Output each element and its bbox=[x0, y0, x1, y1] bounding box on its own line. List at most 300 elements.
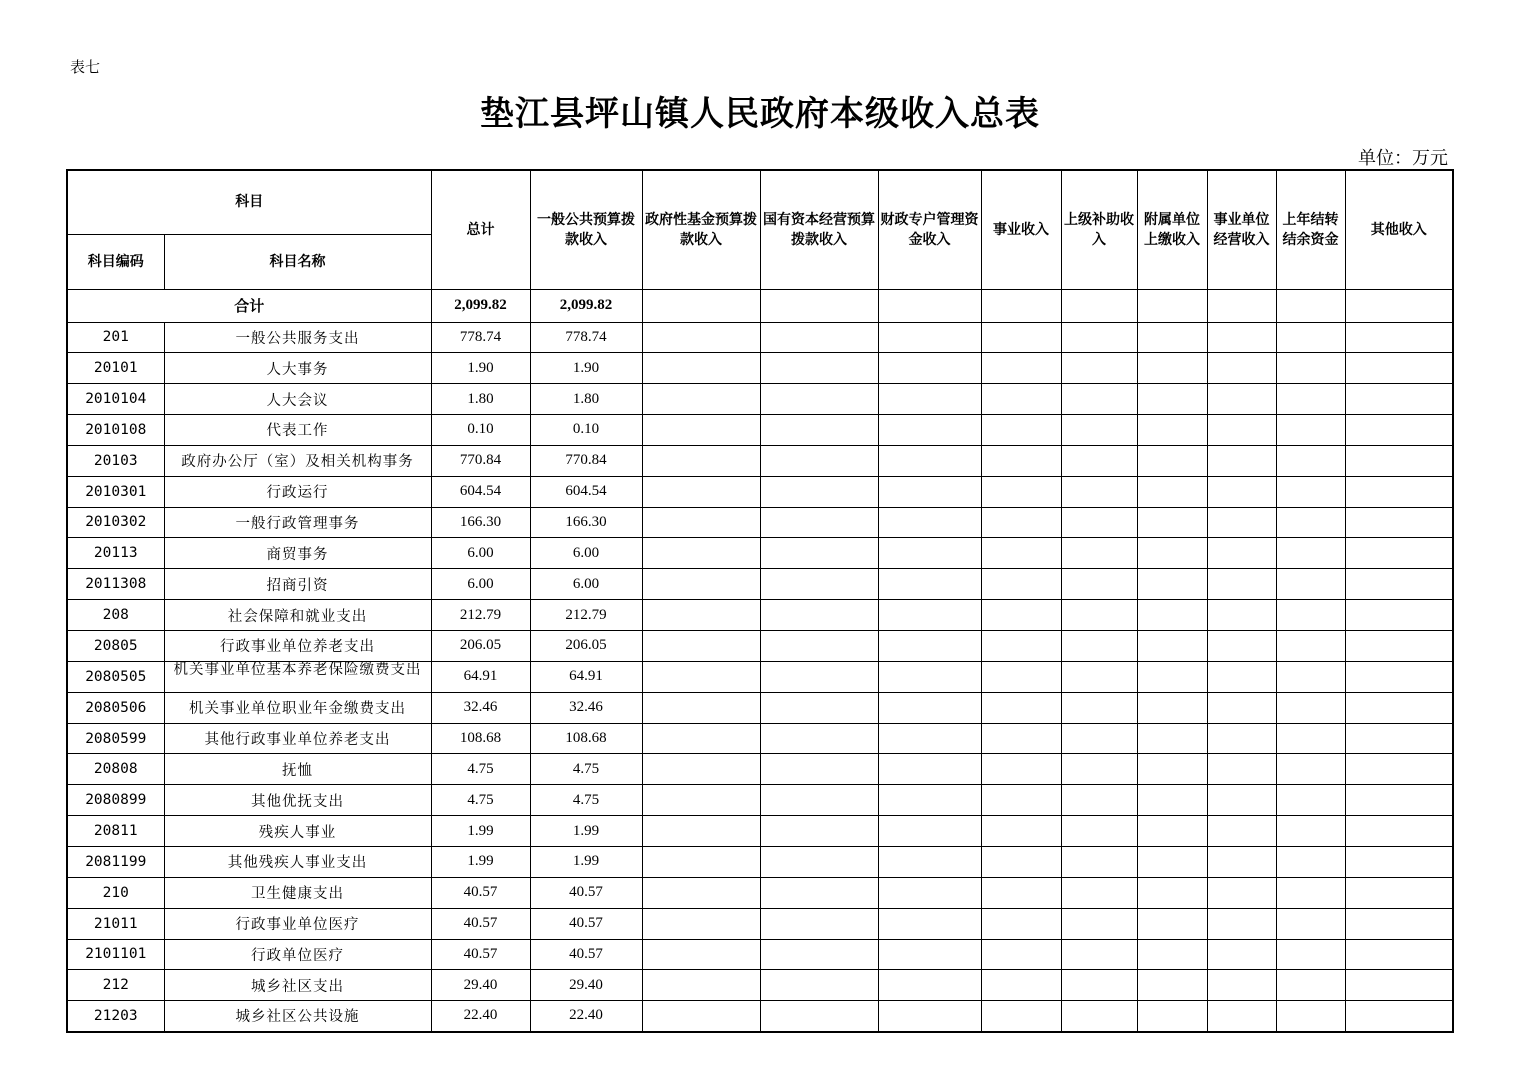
empty-cell bbox=[642, 692, 760, 723]
total-amount-cell: 4.75 bbox=[431, 785, 530, 816]
empty-cell bbox=[1276, 877, 1345, 908]
empty-cell bbox=[1345, 384, 1453, 415]
empty-cell bbox=[981, 538, 1061, 569]
empty-cell bbox=[981, 939, 1061, 970]
empty-cell bbox=[1207, 661, 1276, 692]
empty-cell bbox=[1137, 538, 1207, 569]
subject-code-cell: 212 bbox=[67, 970, 164, 1001]
subject-name-cell: 一般公共服务支出 bbox=[164, 322, 431, 353]
general-budget-cell: 1.99 bbox=[530, 816, 642, 847]
table-row bbox=[67, 847, 1453, 878]
empty-cell bbox=[760, 908, 878, 939]
empty-cell bbox=[1137, 445, 1207, 476]
header-code: 科目编码 bbox=[67, 234, 164, 289]
empty-cell bbox=[1345, 600, 1453, 631]
empty-cell bbox=[1207, 785, 1276, 816]
empty-cell bbox=[760, 692, 878, 723]
empty-cell bbox=[878, 785, 981, 816]
empty-cell bbox=[981, 507, 1061, 538]
total-amount-cell: 0.10 bbox=[431, 415, 530, 446]
table-row bbox=[67, 445, 1453, 476]
empty-cell bbox=[878, 600, 981, 631]
empty-cell bbox=[981, 847, 1061, 878]
empty-cell bbox=[1061, 322, 1137, 353]
general-budget-cell: 4.75 bbox=[530, 785, 642, 816]
empty-cell bbox=[981, 353, 1061, 384]
total-amount-cell: 29.40 bbox=[431, 970, 530, 1001]
empty-cell bbox=[1276, 723, 1345, 754]
total-amount-cell: 64.91 bbox=[431, 661, 530, 692]
header-fund-budget: 政府性基金预算拨款收入 bbox=[642, 170, 760, 289]
empty-cell bbox=[981, 322, 1061, 353]
empty-cell bbox=[878, 384, 981, 415]
total-amount-cell: 4.75 bbox=[431, 754, 530, 785]
header-total: 总计 bbox=[431, 170, 530, 289]
empty-cell bbox=[1207, 322, 1276, 353]
empty-cell bbox=[642, 908, 760, 939]
empty-cell bbox=[981, 600, 1061, 631]
empty-cell bbox=[760, 723, 878, 754]
subject-code-cell: 20113 bbox=[67, 538, 164, 569]
empty-cell bbox=[1137, 322, 1207, 353]
general-budget-cell: 4.75 bbox=[530, 754, 642, 785]
subject-name-cell bbox=[164, 661, 431, 692]
empty-cell bbox=[1345, 908, 1453, 939]
empty-cell bbox=[1137, 754, 1207, 785]
empty-cell bbox=[878, 847, 981, 878]
empty-cell bbox=[1345, 939, 1453, 970]
table-row bbox=[67, 353, 1453, 384]
table-row bbox=[67, 630, 1453, 661]
subject-code-cell: 20808 bbox=[67, 754, 164, 785]
empty-cell bbox=[1137, 353, 1207, 384]
empty-cell bbox=[1137, 384, 1207, 415]
subject-code-cell: 2080505 bbox=[67, 661, 164, 692]
general-budget-cell: 0.10 bbox=[530, 415, 642, 446]
empty-cell bbox=[1276, 847, 1345, 878]
empty-cell bbox=[981, 785, 1061, 816]
empty-cell bbox=[1061, 569, 1137, 600]
empty-cell bbox=[760, 476, 878, 507]
total-amount-cell: 32.46 bbox=[431, 692, 530, 723]
empty-cell bbox=[1276, 970, 1345, 1001]
empty-cell bbox=[1276, 661, 1345, 692]
empty-cell bbox=[1345, 785, 1453, 816]
empty-cell bbox=[1137, 723, 1207, 754]
table-row bbox=[67, 415, 1453, 446]
empty-cell bbox=[878, 415, 981, 446]
empty-cell bbox=[1137, 630, 1207, 661]
subject-name-cell: 政府办公厅（室）及相关机构事务 bbox=[164, 445, 431, 476]
empty-cell bbox=[1207, 538, 1276, 569]
general-budget-cell: 64.91 bbox=[530, 661, 642, 692]
empty-cell bbox=[760, 600, 878, 631]
empty-cell bbox=[760, 630, 878, 661]
subject-code-cell: 20805 bbox=[67, 630, 164, 661]
empty-cell bbox=[1137, 661, 1207, 692]
empty-cell bbox=[981, 384, 1061, 415]
empty-cell bbox=[1137, 289, 1207, 322]
empty-cell bbox=[878, 322, 981, 353]
empty-cell bbox=[981, 289, 1061, 322]
general-budget-cell: 166.30 bbox=[530, 507, 642, 538]
empty-cell bbox=[878, 939, 981, 970]
total-amount-cell: 206.05 bbox=[431, 630, 530, 661]
subject-name-cell: 行政事业单位养老支出 bbox=[164, 630, 431, 661]
empty-cell bbox=[1061, 384, 1137, 415]
empty-cell bbox=[878, 816, 981, 847]
empty-cell bbox=[878, 445, 981, 476]
general-budget-cell: 6.00 bbox=[530, 569, 642, 600]
subject-name-cell: 残疾人事业 bbox=[164, 816, 431, 847]
subject-name-cell: 行政事业单位医疗 bbox=[164, 908, 431, 939]
subject-code-cell: 20811 bbox=[67, 816, 164, 847]
general-budget-cell: 212.79 bbox=[530, 600, 642, 631]
table-row bbox=[67, 908, 1453, 939]
empty-cell bbox=[1061, 816, 1137, 847]
empty-cell bbox=[760, 353, 878, 384]
empty-cell bbox=[642, 353, 760, 384]
table-row bbox=[67, 970, 1453, 1001]
table-row bbox=[67, 476, 1453, 507]
total-amount-cell: 40.57 bbox=[431, 877, 530, 908]
empty-cell bbox=[760, 661, 878, 692]
subject-name-cell: 城乡社区公共设施 bbox=[164, 1001, 431, 1032]
empty-cell bbox=[1207, 476, 1276, 507]
empty-cell bbox=[878, 538, 981, 569]
empty-cell bbox=[1276, 476, 1345, 507]
empty-cell bbox=[760, 415, 878, 446]
subject-code-cell: 2011308 bbox=[67, 569, 164, 600]
empty-cell bbox=[1137, 692, 1207, 723]
empty-cell bbox=[981, 692, 1061, 723]
table-row bbox=[67, 322, 1453, 353]
total-amount-cell: 1.80 bbox=[431, 384, 530, 415]
empty-cell bbox=[1061, 1001, 1137, 1032]
empty-cell bbox=[981, 569, 1061, 600]
subject-code-cell: 2081199 bbox=[67, 847, 164, 878]
subject-code-cell: 210 bbox=[67, 877, 164, 908]
table-row bbox=[67, 785, 1453, 816]
empty-cell bbox=[760, 1001, 878, 1032]
empty-cell bbox=[878, 661, 981, 692]
empty-cell bbox=[1061, 538, 1137, 569]
total-amount-cell: 1.99 bbox=[431, 847, 530, 878]
header-other-income: 其他收入 bbox=[1345, 170, 1453, 289]
general-budget-cell: 1.90 bbox=[530, 353, 642, 384]
total-general-cell: 2,099.82 bbox=[530, 289, 642, 322]
empty-cell bbox=[1137, 476, 1207, 507]
empty-cell bbox=[878, 289, 981, 322]
document-title: 垫江县坪山镇人民政府本级收入总表 bbox=[480, 94, 1040, 134]
empty-cell bbox=[760, 939, 878, 970]
empty-cell bbox=[1061, 289, 1137, 322]
subject-name-cell: 抚恤 bbox=[164, 754, 431, 785]
total-amount-cell: 22.40 bbox=[431, 1001, 530, 1032]
header-name: 科目名称 bbox=[164, 234, 431, 289]
subject-code-cell: 2010108 bbox=[67, 415, 164, 446]
empty-cell bbox=[1137, 939, 1207, 970]
table-row bbox=[67, 569, 1453, 600]
table-row bbox=[67, 939, 1453, 970]
empty-cell bbox=[878, 692, 981, 723]
empty-cell bbox=[878, 754, 981, 785]
empty-cell bbox=[760, 970, 878, 1001]
subject-code-cell: 2080599 bbox=[67, 723, 164, 754]
empty-cell bbox=[981, 661, 1061, 692]
subject-code-cell: 2010104 bbox=[67, 384, 164, 415]
empty-cell bbox=[1061, 723, 1137, 754]
empty-cell bbox=[1345, 754, 1453, 785]
general-budget-cell: 32.46 bbox=[530, 692, 642, 723]
empty-cell bbox=[878, 353, 981, 384]
empty-cell bbox=[1207, 908, 1276, 939]
empty-cell bbox=[1345, 569, 1453, 600]
subject-name-cell: 人大事务 bbox=[164, 353, 431, 384]
empty-cell bbox=[642, 507, 760, 538]
subject-name-cell: 行政单位医疗 bbox=[164, 939, 431, 970]
total-amount-cell: 770.84 bbox=[431, 445, 530, 476]
empty-cell bbox=[760, 785, 878, 816]
general-budget-cell: 6.00 bbox=[530, 538, 642, 569]
header-carryover: 上年结转结余资金 bbox=[1276, 170, 1345, 289]
empty-cell bbox=[1345, 877, 1453, 908]
general-budget-cell: 40.57 bbox=[530, 939, 642, 970]
total-label: 合计 bbox=[67, 289, 431, 322]
empty-cell bbox=[1345, 538, 1453, 569]
total-row bbox=[67, 289, 1453, 322]
empty-cell bbox=[1061, 630, 1137, 661]
general-budget-cell: 29.40 bbox=[530, 970, 642, 1001]
empty-cell bbox=[981, 754, 1061, 785]
empty-cell bbox=[642, 939, 760, 970]
empty-cell bbox=[1207, 507, 1276, 538]
empty-cell bbox=[1345, 289, 1453, 322]
table-row bbox=[67, 507, 1453, 538]
empty-cell bbox=[1061, 476, 1137, 507]
empty-cell bbox=[1137, 1001, 1207, 1032]
subject-name-cell: 代表工作 bbox=[164, 415, 431, 446]
subject-code-cell: 20103 bbox=[67, 445, 164, 476]
empty-cell bbox=[760, 445, 878, 476]
subject-name-cell: 其他残疾人事业支出 bbox=[164, 847, 431, 878]
empty-cell bbox=[981, 908, 1061, 939]
subject-code-cell: 21203 bbox=[67, 1001, 164, 1032]
general-budget-cell: 40.57 bbox=[530, 877, 642, 908]
empty-cell bbox=[1276, 785, 1345, 816]
empty-cell bbox=[1276, 692, 1345, 723]
empty-cell bbox=[878, 507, 981, 538]
empty-cell bbox=[1276, 289, 1345, 322]
table-number-label: 表七 bbox=[70, 58, 101, 76]
empty-cell bbox=[1276, 754, 1345, 785]
empty-cell bbox=[760, 289, 878, 322]
general-budget-cell: 40.57 bbox=[530, 908, 642, 939]
empty-cell bbox=[1276, 908, 1345, 939]
empty-cell bbox=[878, 569, 981, 600]
general-budget-cell: 206.05 bbox=[530, 630, 642, 661]
empty-cell bbox=[760, 384, 878, 415]
empty-cell bbox=[1137, 908, 1207, 939]
empty-cell bbox=[760, 877, 878, 908]
empty-cell bbox=[981, 877, 1061, 908]
empty-cell bbox=[1276, 939, 1345, 970]
header-subject: 科目 bbox=[67, 170, 431, 234]
empty-cell bbox=[642, 785, 760, 816]
empty-cell bbox=[642, 970, 760, 1001]
empty-cell bbox=[642, 847, 760, 878]
table-row bbox=[67, 384, 1453, 415]
empty-cell bbox=[981, 1001, 1061, 1032]
general-budget-cell: 604.54 bbox=[530, 476, 642, 507]
total-amount-cell: 166.30 bbox=[431, 507, 530, 538]
empty-cell bbox=[1207, 353, 1276, 384]
empty-cell bbox=[1276, 569, 1345, 600]
subject-name-cell: 商贸事务 bbox=[164, 538, 431, 569]
total-amount-cell: 40.57 bbox=[431, 939, 530, 970]
empty-cell bbox=[1345, 970, 1453, 1001]
empty-cell bbox=[1207, 692, 1276, 723]
empty-cell bbox=[1137, 507, 1207, 538]
empty-cell bbox=[642, 384, 760, 415]
empty-cell bbox=[1207, 816, 1276, 847]
header-state-capital: 国有资本经营预算拨款收入 bbox=[760, 170, 878, 289]
subject-name-cell: 行政运行 bbox=[164, 476, 431, 507]
empty-cell bbox=[878, 723, 981, 754]
empty-cell bbox=[1207, 754, 1276, 785]
header-business-operation: 事业单位经营收入 bbox=[1207, 170, 1276, 289]
empty-cell bbox=[1345, 415, 1453, 446]
subject-code-cell: 201 bbox=[67, 322, 164, 353]
empty-cell bbox=[642, 661, 760, 692]
empty-cell bbox=[642, 538, 760, 569]
table-row bbox=[67, 723, 1453, 754]
empty-cell bbox=[760, 569, 878, 600]
empty-cell bbox=[642, 754, 760, 785]
subject-code-cell: 21011 bbox=[67, 908, 164, 939]
empty-cell bbox=[1137, 847, 1207, 878]
empty-cell bbox=[1207, 415, 1276, 446]
total-amount-cell: 604.54 bbox=[431, 476, 530, 507]
subject-name-cell: 人大会议 bbox=[164, 384, 431, 415]
total-total-cell: 2,099.82 bbox=[431, 289, 530, 322]
empty-cell bbox=[981, 816, 1061, 847]
empty-cell bbox=[760, 816, 878, 847]
empty-cell bbox=[1207, 384, 1276, 415]
empty-cell bbox=[1207, 289, 1276, 322]
empty-cell bbox=[1137, 970, 1207, 1001]
subject-code-cell: 208 bbox=[67, 600, 164, 631]
empty-cell bbox=[1061, 877, 1137, 908]
empty-cell bbox=[642, 569, 760, 600]
empty-cell bbox=[1345, 847, 1453, 878]
empty-cell bbox=[1345, 661, 1453, 692]
empty-cell bbox=[1137, 816, 1207, 847]
subject-name-text: 机关事业单位基本养老保险缴费支出 bbox=[173, 661, 422, 678]
empty-cell bbox=[1345, 445, 1453, 476]
empty-cell bbox=[878, 908, 981, 939]
table-row bbox=[67, 600, 1453, 631]
empty-cell bbox=[1207, 877, 1276, 908]
subject-name-cell: 城乡社区支出 bbox=[164, 970, 431, 1001]
total-amount-cell: 778.74 bbox=[431, 322, 530, 353]
empty-cell bbox=[642, 322, 760, 353]
general-budget-cell: 22.40 bbox=[530, 1001, 642, 1032]
subject-code-cell: 20101 bbox=[67, 353, 164, 384]
header-business-income: 事业收入 bbox=[981, 170, 1061, 289]
table-row bbox=[67, 816, 1453, 847]
empty-cell bbox=[1345, 630, 1453, 661]
empty-cell bbox=[642, 1001, 760, 1032]
empty-cell bbox=[1207, 630, 1276, 661]
empty-cell bbox=[1276, 507, 1345, 538]
empty-cell bbox=[1276, 816, 1345, 847]
subject-code-cell: 2101101 bbox=[67, 939, 164, 970]
empty-cell bbox=[1207, 847, 1276, 878]
empty-cell bbox=[760, 754, 878, 785]
empty-cell bbox=[1345, 816, 1453, 847]
empty-cell bbox=[1276, 600, 1345, 631]
empty-cell bbox=[981, 476, 1061, 507]
empty-cell bbox=[1137, 600, 1207, 631]
empty-cell bbox=[1276, 353, 1345, 384]
empty-cell bbox=[1276, 445, 1345, 476]
general-budget-cell: 770.84 bbox=[530, 445, 642, 476]
empty-cell bbox=[1061, 445, 1137, 476]
table-row bbox=[67, 877, 1453, 908]
income-summary-table bbox=[66, 169, 1454, 1033]
subject-code-cell: 2080899 bbox=[67, 785, 164, 816]
empty-cell bbox=[1061, 692, 1137, 723]
empty-cell bbox=[1061, 507, 1137, 538]
subject-name-cell: 机关事业单位职业年金缴费支出 bbox=[164, 692, 431, 723]
empty-cell bbox=[760, 847, 878, 878]
empty-cell bbox=[642, 415, 760, 446]
empty-cell bbox=[1207, 723, 1276, 754]
empty-cell bbox=[1137, 415, 1207, 446]
empty-cell bbox=[878, 476, 981, 507]
general-budget-cell: 1.80 bbox=[530, 384, 642, 415]
empty-cell bbox=[1061, 939, 1137, 970]
empty-cell bbox=[642, 816, 760, 847]
empty-cell bbox=[1276, 384, 1345, 415]
header-superior-subsidy: 上级补助收入 bbox=[1061, 170, 1137, 289]
empty-cell bbox=[1061, 847, 1137, 878]
general-budget-cell: 778.74 bbox=[530, 322, 642, 353]
empty-cell bbox=[878, 970, 981, 1001]
empty-cell bbox=[1137, 785, 1207, 816]
empty-cell bbox=[1345, 322, 1453, 353]
table-row bbox=[67, 692, 1453, 723]
empty-cell bbox=[1345, 1001, 1453, 1032]
total-amount-cell: 108.68 bbox=[431, 723, 530, 754]
table-row bbox=[67, 661, 1453, 692]
empty-cell bbox=[642, 630, 760, 661]
subject-name-cell: 其他行政事业单位养老支出 bbox=[164, 723, 431, 754]
empty-cell bbox=[1207, 1001, 1276, 1032]
empty-cell bbox=[760, 538, 878, 569]
empty-cell bbox=[1207, 939, 1276, 970]
empty-cell bbox=[1061, 785, 1137, 816]
empty-cell bbox=[1137, 877, 1207, 908]
subject-name-cell: 一般行政管理事务 bbox=[164, 507, 431, 538]
empty-cell bbox=[760, 322, 878, 353]
subject-code-cell: 2010302 bbox=[67, 507, 164, 538]
empty-cell bbox=[1345, 723, 1453, 754]
empty-cell bbox=[1061, 908, 1137, 939]
empty-cell bbox=[1345, 353, 1453, 384]
empty-cell bbox=[642, 445, 760, 476]
